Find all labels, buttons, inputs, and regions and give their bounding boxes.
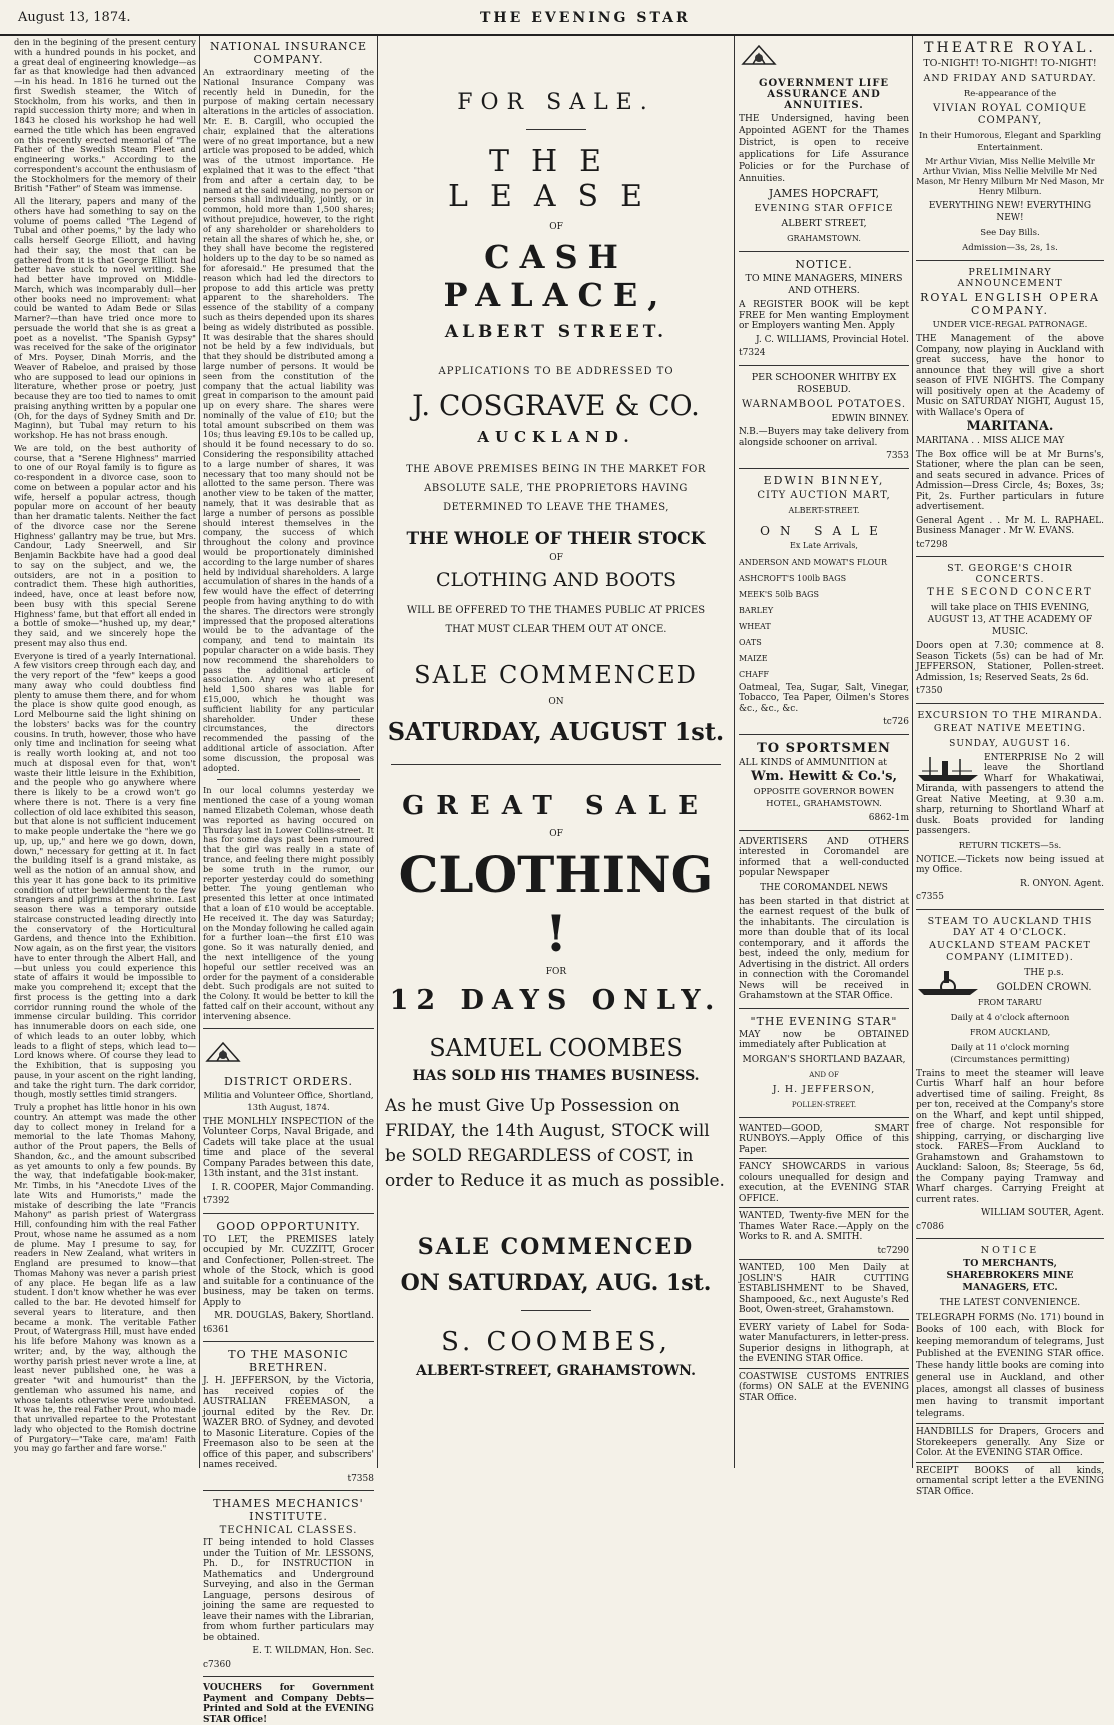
ad-code: t6361 <box>203 1324 230 1335</box>
column-rule <box>377 36 378 1468</box>
paragraph: Everyone is tired of a yearly International. A few visitors creep through each day, and the very report of the "few" keeps a good many away who could doubtless find plenty to amuse them there, and for whom the place is show quite good enough, as Lord Melbourne said the light shining on the lobsters' backs was for the country cousins. In truth, however, those who have only time and inclination for seeing what is really worth looking at, and not too much at disposal even for that, won't waste their little leisure in the Exhibition, and the people who go anywhere where there is likely to be a crowd won't go where there is not. There is a very fine collection of old lace exhibited this season, but that alone is not sufficient inducement to make people undertake the "here we go up, up, up," and here we go down, down, down," necessary for getting at it. In fact the building itself is a grand mistake, as well as the notion of an annual show, and this year it has gone back to its primitive condition of utter bewilderment to the few strangers and pilgrims at the shrine. Last season there was a temporary outside staircase constructed leading directly into the conservatory of the Horticultural Gardens, and thence into the Exhibition. Now again, as on the first year, the visitors have to enter through the Albert Hall, and—but unless you could experience this state of affairs it would be impossible to make you comprehend it; except that the first process is the getting into a dark corridor running round the whole of the immense circular building. This corridor has innumerable doors on each side, one of which leads to an outer lobby, which leads to a flight of steps, which lead to—Lord knows where. Of course they lead to the Exhibition, that is supposing you pause, in your ascent on the right landing, and take the right turn. The dark corridor, though, mostly settles timid strangers. <box>14 650 196 1100</box>
coromandel-news-name: THE COROMANDEL NEWS <box>760 882 888 893</box>
column-1 <box>14 38 196 1468</box>
ad-code: c7360 <box>203 1659 231 1670</box>
daily-11-label: Daily at 11 o'clock morning (Circumstances permitting) <box>950 1042 1070 1065</box>
sale-commenced-heading: SALE COMMENCED <box>414 661 698 689</box>
box-office-text: The Box office will be at Mr Burns's, Stationer, where the plan can be seen, and seats secured in advance. Prices of Admission—Dress Circle, 4s; Boxes, 3s; Pit, 2s. Further particulars in future advertisement. <box>916 449 1104 512</box>
column-rule <box>199 36 200 1468</box>
district-orders-signature: I. R. COOPER, Major Commanding. <box>211 1182 374 1193</box>
for-label: FOR <box>545 967 567 977</box>
whole-stock-heading: THE WHOLE OF THEIR STOCK <box>406 529 706 549</box>
agent-street: ALBERT STREET, <box>781 218 867 229</box>
doors-text: Doors open at 7.30; commence at 8. Season Tickets (5s) can be had of Mr. JEFFERSON, Stationer, Pollen-street. Admission, 1s; Reserved Seats, 2s 6d. <box>916 641 1104 683</box>
from-auckland-label: FROM AUCKLAND, <box>969 1027 1051 1037</box>
district-orders-subheading: Militia and Volunteer Office, Shortland, 13th August, 1874. <box>203 1090 374 1113</box>
agent-name: JAMES HOPCRAFT, <box>768 187 880 200</box>
schooner-signature: EDWIN BINNEY. <box>831 413 909 424</box>
notice-heading: NOTICE <box>980 1245 1040 1256</box>
enterprise-body: ENTERPRISE No 2 will leave the Shortland Wharf for Whakatiwai, Miranda, with passengers to attend the Great Native Meeting, at 9.30 a.m. sharp, returning to Shortland Wharf at dusk. Boats provided for landing passengers. <box>916 752 1104 836</box>
newspaper-title: THE EVENING STAR <box>480 10 691 26</box>
auckland-heading: AUCKLAND. <box>477 428 635 446</box>
produce-list <box>739 555 909 683</box>
onyon-signature: R. ONYON. Agent. <box>1020 878 1104 889</box>
offered-text: WILL BE OFFERED TO THE THAMES PUBLIC AT PRICES THAT MUST CLEAR THEM OUT AT ONCE. <box>406 605 706 635</box>
paragraph: Truly a prophet has little honor in his own country. An attempt was made the other day to collect money in Ireland for a memorial to the late Thomas Mahony, author of the Prout papers, the Bells of Shandon, &c., and the amount subscribed as yet amounts to only a few pounds. By the way, that indefatigable book-maker, Mr. Timbs, in his "Anecdote Lives of the late Wits and Humorists," made the mistake of describing the late "Francis Mahony" as parish priest of Watergrass Hill, confounding him with the real Father Prout, whose name he assumed as a nom de plume. May I presume to say, for readers in New Zealand, what writers in England are presumed to know—that Thomas Mahony was never a parish priest of any place. He began life as a law student. I don't know whether he was ever called to the bar. He devoted himself for several years to literature, and then became a monk. The veritable Father Prout, of Watergrass Hill, must have ended his life before Mahony was known as a writer; and, by the way, although the worthy parish priest never wrote a line, at least never published one, he was a greater "wit and humourist" than the gentleman who assumed his name, and whose talents otherwise were undoubted. It was he, the real Father Prout, who made that unrivalled repartee to the Protestant lady who objected to the Romish doctrine of Purgatory—"Take care, ma'am! Faith you may go farther and fare worse." <box>14 1102 196 1454</box>
royal-crest-icon <box>203 1039 243 1065</box>
agent-office: EVENING STAR OFFICE <box>754 203 894 214</box>
good-opportunity-heading: GOOD OPPORTUNITY. <box>216 1219 361 1233</box>
pollen-street: POLLEN-STREET. <box>791 1100 857 1109</box>
of-label: OF <box>549 553 563 563</box>
great-sale-heading: GREAT SALE <box>402 791 710 821</box>
binney-heading: EDWIN BINNEY, <box>763 473 885 487</box>
viceregal-label: UNDER VICE-REGAL PATRONAGE. <box>932 320 1088 330</box>
albert-street-heading: ALBERT STREET. <box>444 322 668 342</box>
notice-subheading: TO MINE MANAGERS, MINERS AND OTHERS. <box>745 273 903 296</box>
day-bills-label: See Day Bills. <box>980 228 1040 238</box>
mechanics-institute-body: IT being intended to hold Classes under the Tuition of Mr. LESSONS, Ph. D., for INSTRUCTION in Mathematics and Underground Surveying, and also in the German Language, persons desirous of joining the same are requested to leave their names with the Librarian, from whom further particulars may be obtained. <box>203 1538 374 1643</box>
excursion-heading: EXCURSION TO THE MIRANDA. <box>917 709 1103 721</box>
ad-code: t7358 <box>347 1473 374 1484</box>
ad-code: tc7298 <box>916 539 948 550</box>
column-5 <box>916 38 1104 1497</box>
list-item: OATS <box>739 637 762 647</box>
schooner-heading: PER SCHOONER WHITBY EX ROSEBUD. <box>751 371 897 395</box>
list-item: MAIZE <box>739 653 768 663</box>
issue-date: August 13, 1874. <box>18 10 131 25</box>
jefferson-name: J. H. JEFFERSON, <box>772 1083 876 1095</box>
sold-business-heading: HAS SOLD HIS THAMES BUSINESS. <box>412 1068 700 1084</box>
vivian-company: VIVIAN ROYAL COMIQUE COMPANY, <box>932 103 1088 126</box>
on-label: ON <box>548 697 564 707</box>
list-item: ANDERSON AND MOWAT'S FLOUR <box>739 557 888 567</box>
paragraph: den in the begining of the present century with a hundred pounds in his pocket, and a great deal of engineering knowledge—as far as that knowledge had then advanced—in his head. In 1816 he turned out the first Swedish steamer, the Witch of Stockholm, from his works, and then in rapid succession thirty more; and when in 1843 he closed his workshop he had well earned the title which has been engraved on this recently erected memorial of "The Father of the Swedish Steam Fleet and engineering works." According to the correspondent's account the enthusiasm of the Stockholmers for the memory of their British "Father" of Steam was immense. <box>14 37 196 194</box>
preliminary-heading: PRELIMINARY ANNOUNCEMENT <box>957 267 1063 289</box>
local-news-body: In our local columns yesterday we mentioned the case of a young woman named Elizabeth Coleman, whose death was reported as having occured on Thursday last in Lower Collins-street. It has for some days past been rumoured that the girl was really in a state of trance, and feeling there might possibly be some truth in the rumor, our reporter yesterday could do something better. The young gentleman who presented this letter at once intimated that a loan of £10 would be acceptable. He received it. The day was Saturday; on the Monday following he called again for a further loan—the first £10 was gone. So it was naturally denied, and the next intelligence of the young hopeful our settler received was an order for the payment of a considerable debt. Such prodigals are not suited to the Colony. It would be better to kill the fatted calf on their account, without any intervening absence. <box>203 785 374 1021</box>
column-3 <box>381 38 731 1468</box>
ad-code: t7392 <box>203 1196 230 1206</box>
receipt-books-ad: RECEIPT BOOKS of all kinds, ornamental script letter a the EVENING STAR Office. <box>916 1465 1104 1497</box>
agents-text: General Agent . . Mr M. L. RAPHAEL. Business Manager . Mr W. EVANS. <box>916 515 1104 536</box>
theatre-royal-heading: THEATRE ROYAL. <box>924 40 1096 56</box>
bazaar-name: MORGAN'S SHORTLAND BAZAAR, <box>742 1054 906 1065</box>
good-opportunity-signature: MR. DOUGLAS, Bakery, Shortland. <box>214 1311 374 1321</box>
ad-code: 6862-1m <box>868 813 909 823</box>
from-tararu-label: FROM TARARU <box>977 997 1043 1007</box>
of-label: OF <box>549 829 563 839</box>
masonic-heading: TO THE MASONIC BRETHREN. <box>228 1348 349 1374</box>
packet-company: AUCKLAND STEAM PACKET COMPANY (LIMITED). <box>929 939 1091 963</box>
showcards-ad: FANCY SHOWCARDS in various colours unequalled for design and execution, at the EVENING STAR OFFICE. <box>739 1162 909 1204</box>
arrivals-label: Ex Late Arrivals, <box>790 540 858 550</box>
convenience-label: THE LATEST CONVENIENCE. <box>939 1298 1081 1308</box>
the-lease-heading: THE LEASE <box>448 144 664 214</box>
wanted-runboys-ad: WANTED—GOOD, SMART RUNBOYS.—Apply Office of this Paper. <box>739 1123 909 1155</box>
tickets-notice: NOTICE.—Tickets now being issued at my Office. <box>916 854 1104 875</box>
ad-code: t7350 <box>916 686 943 696</box>
evening-star-body: MAY now be OBTAINED immediately after Publication at <box>739 1029 909 1050</box>
hewitt-name: Wm. Hewitt & Co.'s, <box>750 769 898 784</box>
paragraph: All the literary, papers and many of the others have had something to say on the volume of poems called "The Legend of Tubal and other poems," by the lady who calls herself George Elliott, and having had their say, the most that can be gathered from it is that George Elliott had better have stuck to novel writing. She had better have improved on Middle-March, which was incomparably dull—her other books need no improvement: what could be wanted to Adam Bede or Silas Marner?—than have tried once more to persuade the world that she is as great a poet as a novelist. "The Spanish Gypsy" was received for the sake of the originator of Mrs. Poyser, Dinah Morris, and the Weaver of Rabeloe, and praised by those who are supposed to lead our opinions in literature, whether prose or poetry, just because they are too tied to names to omit praising anything written by a popular one (Oh, for the days of Sydney Smith and Dr. Maginn), but Tubal may return to his workshop. He has not brass enough. <box>14 196 196 440</box>
second-concert-label: THE SECOND CONCERT <box>927 587 1093 598</box>
ad-code: c7355 <box>916 892 944 902</box>
applications-label: APPLICATIONS TO BE ADDRESSED TO <box>438 366 674 377</box>
maritana-title: MARITANA. <box>966 419 1054 434</box>
admission-label: Admission—3s, 2s, 1s. <box>962 243 1058 253</box>
samuel-coombes-heading: SAMUEL COOMBES <box>429 1034 683 1062</box>
cosgrave-heading: J. COSGRAVE & CO. <box>412 389 700 422</box>
twelve-days-heading: 12 DAYS ONLY. <box>389 985 723 1016</box>
masonic-body: J. H. JEFFERSON, by the Victoria, has received copies of the AUSTRALIAN FREEMASON, a journal edited by the Rev. Dr. WAZER BRO. of Sydney, and devoted to Masonic Literature. Copies of the Freemason also to be seen at the office of this paper, and subscribers' names received. <box>203 1376 374 1470</box>
potatoes-label: WARNAMBOOL POTATOES. <box>741 398 907 410</box>
wanted-men-ad: WANTED, Twenty-five MEN for the Thames Water Race.—Apply on the Works to R. and A. SMITH. <box>739 1211 909 1242</box>
list-item: CHAFF <box>739 669 769 679</box>
golden-crown-label: GOLDEN CROWN. <box>996 981 1092 993</box>
clothing-heading: CLOTHING ! <box>398 845 714 963</box>
s-coombes-heading: S. COOMBES, <box>441 1327 671 1357</box>
auction-street: ALBERT-STREET. <box>788 505 860 515</box>
steam-auckland-heading: STEAM TO AUCKLAND THIS DAY AT 4 O'CLOCK. <box>927 915 1093 938</box>
steamer-icon <box>916 753 980 783</box>
sale-commenced-heading: SALE COMMENCED <box>417 1234 695 1260</box>
national-insurance-body: An extraordinary meeting of the National Insurance Company was recently held in Dunedin, for the purpose of making certain necessary alterations in the articles of association. Mr. E. B. Cargill, who occupied the chair, explained that the alterations were of no great importance, but a new article was proposed to be added, which was of the utmost importance. He explained that it was to the effect "that from and after a certain day, to be named at the said meeting, no person or persons shall individually, jointly, or in common, hold more than 1,500 shares; without prejudice, however, to the right of any shareholder or shareholders to retain all the shares of which he, she, or they shall have become the registered holders up to the day to be so named as for aforesaid." He presumed that the reason which had led the directors to propose to add this article was pretty apparent to the shareholders. The essence of the stability of a company such as theirs depended upon its shares being as widely distributed as possible. It was desirable that the shares should not be held by a few individuals, but that they should be distributed among a large number of persons. It would be seen from the constitution of the company that the actual liability was great in comparison to the amount paid up on every share. The shares were nominally of the value of £10; but the total amount subscribed on them was 10s; thus leaving £9.10s to be called up, should it be found necessary to do so. Considering the responsibility attached to a large number of shares, it was necessary that too many should not be allotted to the same person. There was another view to be taken of the matter, namely, that it was desirable that as large a number of persons as possible should interest themselves in the company, the success of which throughout the colony and province would be proportionately diminished according to the large number of shares held by individual shareholders. A large accumulation of shares in the hands of a few would have the effect of deterring people from having anything to do with the shares. The directors were strongly impressed that the proposed alterations would be to the advantage of the company, and tend to maintain its popular character on a wide basis. They now recommend the shareholders to pass the additional article of association. Any one who at present held 1,500 shares was liable for £15,000, which he thought was sufficient liability for any particular shareholder. Under these circumstances, the directors recommended the passing of the additional article of association. After some discussion, the proposal was adopted. <box>203 67 374 773</box>
ad-code: t7324 <box>739 348 766 358</box>
daily-4-label: Daily at 4 o'clock afternoon <box>950 1012 1070 1023</box>
cast-list: Mr Arthur Vivian, Miss Nellie Melville Mr Arthur Vivian, Miss Nellie Melville Mr Ned Mason, Mr Henry Milburn Mr Ned Mason, Mr Henry Milburn. <box>916 157 1104 196</box>
column-rule <box>734 36 735 1468</box>
sportsmen-heading: TO SPORTSMEN <box>757 740 891 756</box>
column-4 <box>739 38 909 1468</box>
coromandel-intro: ADVERTISERS AND OTHERS interested in Coromandel are informed that a well-conducted popular Newspaper <box>739 836 909 878</box>
column-2 <box>203 38 374 1725</box>
hewitt-address: OPPOSITE GOVERNOR BOWEN HOTEL, GRAHAMSTOWN. <box>753 787 895 809</box>
souter-signature: WILLIAM SOUTER, Agent. <box>981 1208 1104 1218</box>
paddle-steamer-icon <box>916 967 980 997</box>
mechanics-institute-signature: E. T. WILDMAN, Hon. Sec. <box>252 1646 374 1656</box>
agent-town: GRAHAMSTOWN. <box>787 234 861 243</box>
technical-classes-subheading: TECHNICAL CLASSES. <box>219 1525 358 1536</box>
notice-signature: J. C. WILLIAMS, Provincial Hotel. <box>755 334 909 345</box>
labels-ad: EVERY variety of Label for Soda-water Manufacturers, in letter-press. Superior designs in lithograph, at the EVENING STAR Office. <box>739 1322 909 1364</box>
trains-text: Trains to meet the steamer will leave Curtis Wharf half an hour before advertised time of sailing. Freight, 8s per ton, received at the Company's store on the Wharf, and kept until shipped, free of charge. Not responsible for shipping, carrying, or discharging live stock. FARES—From Auckland to Grahamstown and Grahamstown to Auckland: Saloon, 8s; Steerage, 5s 6d, the Company paying Tramway and Wharf charges. Carrying Freight at current rates. <box>916 1068 1104 1205</box>
hair-cutting-ad: WANTED, 100 Men Daily at JOSLIN'S HAIR CUTTING ESTABLISHMENT to be Shaved, Shampooed, &c., next Auguste's Red Boot, Owen-street, Grahamstown. <box>739 1263 909 1315</box>
tonight-label: TO-NIGHT! TO-NIGHT! TO-NIGHT! <box>923 58 1097 69</box>
everything-new-label: EVERYTHING NEW! EVERYTHING NEW! <box>928 201 1092 223</box>
list-item: ASHCROFT'S 100lb BAGS <box>739 573 847 583</box>
gov-life-assurance-body: THE Undersigned, having been Appointed AGENT for the Thames District, is open to receive applications for Life Assurance Policies or for the Purchase of Annuities. <box>739 114 909 184</box>
district-orders-heading: DISTRICT ORDERS. <box>224 1074 353 1088</box>
schooner-note: N.B.—Buyers may take delivery from alongside schooner on arrival. <box>739 427 909 448</box>
coromandel-body: has been started in that district at the earnest request of the bulk of the inhabitants. The circulation is more than double that of its local contemporary, and it affords the best, indeed the only, medium for Advertising in the district. All orders in connection with the Coromandel News will be received in Grahamstown at the STAR Office. <box>739 896 909 1001</box>
return-tickets-label: RETURN TICKETS—5s. <box>958 840 1062 851</box>
mechanics-institute-heading: THAMES MECHANICS' INSTITUTE. <box>213 1497 364 1523</box>
and-of-label: AND OF <box>809 1070 839 1079</box>
saturday-heading: SATURDAY, AUGUST 1st. <box>387 717 725 746</box>
notice-heading: NOTICE. <box>795 258 853 271</box>
paragraph: We are told, on the best authority of course, that a "Serene Highness" married to one of our Royal family is to figure as co-respondent in a divorce case, soon to come on between a popular actor and his wife, herself a popular actress, though popular more on account of her beauty than her dramatic talents. Neither the fact of the divorce case nor the Serene Highness' gallantry may be true, but Mrs. Candour, Lady Sneerwell, and Sir Benjamin Backbite have had a good deal to say on the subject, and we, the outsiders, are not in a position to contradict them. These high authorities, indeed, have, once at least before now, been busy with this special Serene Highness' fame, but that effort all ended in a bottle of smoke—"hushed up, my dear," they said, and we sincerely hope the present may also thus end. <box>14 442 196 648</box>
list-item: MEEK'S 50lb BAGS <box>739 589 819 599</box>
list-item: WHEAT <box>739 621 771 631</box>
royal-crest-icon <box>739 42 779 68</box>
albert-grahamstown-heading: ALBERT-STREET, GRAHAMSTOWN. <box>416 1363 696 1379</box>
on-sale-heading: ON SALE <box>760 523 888 538</box>
maritana-role: MARITANA . . MISS ALICE MAY <box>916 436 1065 446</box>
list-item: BARLEY <box>739 605 774 615</box>
customs-entries-ad: COASTWISE CUSTOMS ENTRIES (forms) ON SALE at the EVENING STAR Office. <box>739 1371 909 1403</box>
evening-star-heading: "THE EVENING STAR" <box>750 1014 898 1028</box>
of-label: OF <box>549 222 563 232</box>
notice-body: A REGISTER BOOK will be kept FREE for Men wanting Employment or Employers wanting Men. Apply <box>739 300 909 331</box>
clothing-boots-heading: CLOTHING AND BOOTS <box>435 569 677 591</box>
choir-concerts-heading: ST. GEORGE'S CHOIR CONCERTS. <box>947 563 1073 585</box>
entertainment-label: In their Humorous, Elegant and Sparkling Entertainment. <box>918 131 1102 153</box>
opera-company-heading: ROYAL ENGLISH OPERA COMPANY. <box>920 291 1100 317</box>
vouchers-ad: VOUCHERS for Government Payment and Company Debts—Printed and Sold at the EVENING STAR Office! <box>203 1683 374 1725</box>
good-opportunity-body: TO LET, the PREMISES lately occupied by Mr. CUZZITT, Grocer and Confectioner, Pollen-street. The whole of the Stock, which is good and suitable for a continuance of the business, may be taken on terms. Apply to <box>203 1234 374 1308</box>
ad-code: c7086 <box>916 1221 944 1232</box>
district-orders-body: THE MONLHLY INSPECTION of the Volunteer Corps, Naval Brigade, and Cadets will take place at the usual time and place of the several Company Parades between this date, 13th instant, and the 31st instant. <box>203 1116 374 1179</box>
opera-body: THE Management of the above Company, now playing in Auckland with great success, have the honor to announce that they will give a short season of FIVE NIGHTS. The Company will positively open at the Academy of Music on SATURDAY NIGHT, August 15, with Wallace's Opera of <box>916 334 1104 418</box>
cash-palace-heading: CASH PALACE, <box>443 238 669 314</box>
gov-life-assurance-heading: GOVERNMENT LIFE ASSURANCE AND ANNUITIES. <box>758 78 890 111</box>
reappearance-label: Re-appearance of the <box>963 89 1057 99</box>
for-sale-heading: FOR SALE. <box>457 90 655 115</box>
sunday-label: SUNDAY, AUGUST 16. <box>949 738 1071 749</box>
ps-label: THE p.s. <box>1024 967 1064 978</box>
second-concert-body: will take place on THIS EVENING, AUGUST 13, AT THE ACADEMY OF MUSIC. <box>927 603 1093 637</box>
ad-code: tc7290 <box>877 1245 909 1256</box>
column-rule <box>912 36 913 1468</box>
national-insurance-heading: NATIONAL INSURANCE COMPANY. <box>209 40 368 66</box>
possession-text: As he must Give Up Possession on FRIDAY, the 14th August, STOCK will be SOLD REGARDLESS of COST, in order to Reduce it as much as possible. <box>385 1096 725 1191</box>
native-meeting-label: GREAT NATIVE MEETING. <box>933 722 1087 734</box>
on-saturday-heading: ON SATURDAY, AUG. 1st. <box>400 1270 712 1296</box>
merchants-heading: TO MERCHANTS, SHAREBROKERS MINE MANAGERS, ETC. <box>946 1258 1074 1293</box>
masthead <box>0 0 1114 36</box>
telegraph-forms-text: TELEGRAPH FORMS (No. 171) bound in Books of 100 each, with Block for keeping memorandum of telegrams, Just Published at the EVENING STAR office. These handy little books are coming into general use in Auckland, and other places, amongst all classes of business men having to transmit important telegrams. <box>916 1313 1104 1419</box>
stores-list: Oatmeal, Tea, Sugar, Salt, Vinegar, Tobacco, Tea Paper, Oilmen's Stores &c., &c., &c. <box>739 682 909 714</box>
column-1-article <box>14 38 196 1454</box>
ad-code: 7353 <box>886 451 909 461</box>
ammunition-text: ALL KINDS of AMMUNITION at <box>739 757 887 768</box>
auction-mart-label: CITY AUCTION MART, <box>757 489 891 501</box>
premises-text: THE ABOVE PREMISES BEING IN THE MARKET FOR ABSOLUTE SALE, THE PROPRIETORS HAVING DETERMINED TO LEAVE THE THAMES, <box>406 464 706 513</box>
friday-saturday-label: AND FRIDAY AND SATURDAY. <box>923 73 1097 84</box>
ad-code: tc726 <box>883 717 909 727</box>
handbills-ad: HANDBILLS for Drapers, Grocers and Storekeepers generally. Any Size or Color. At the EVENING STAR Office. <box>916 1427 1104 1458</box>
